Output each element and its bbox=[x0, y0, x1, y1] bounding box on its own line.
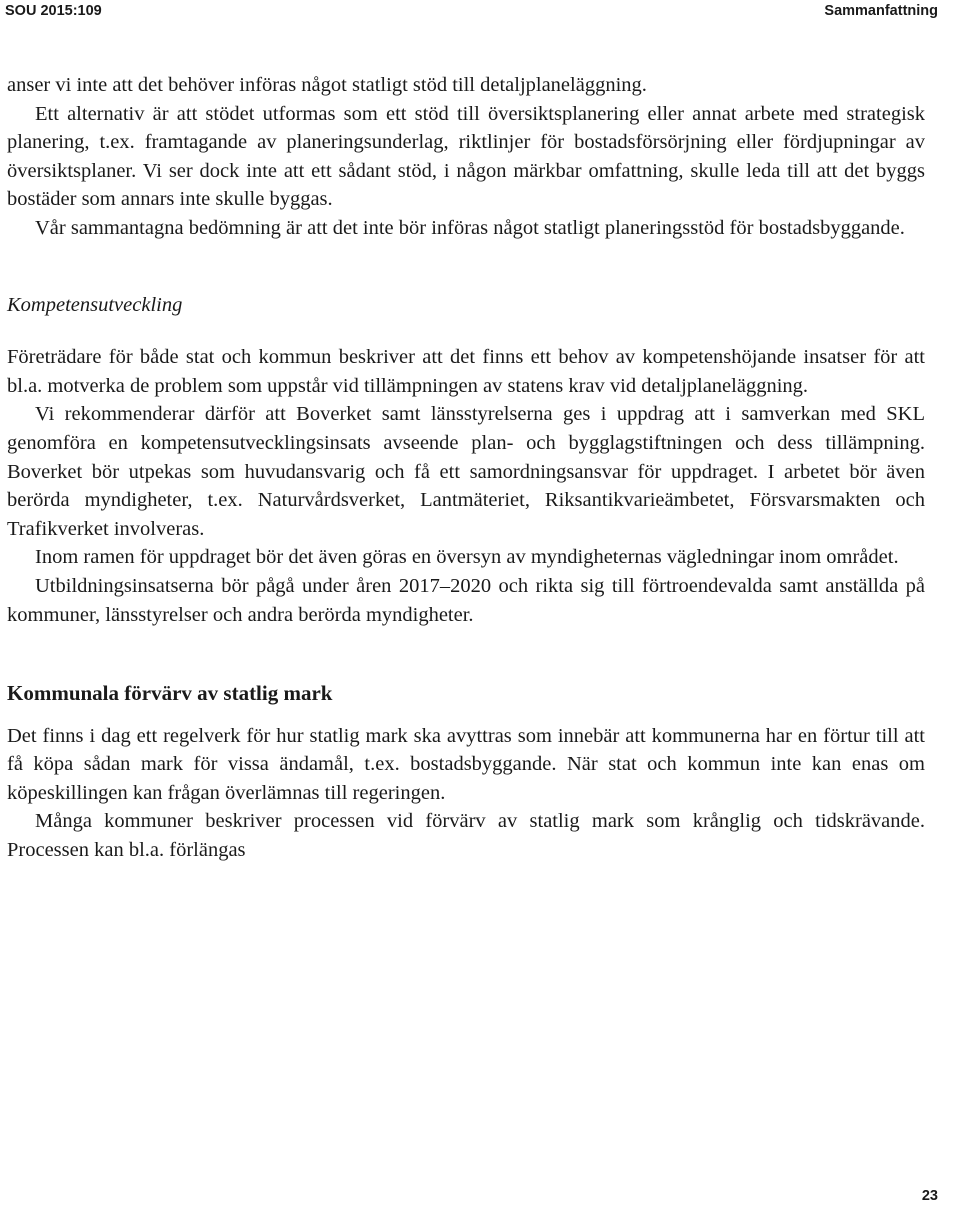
paragraph-8: Det finns i dag ett regelverk för hur statlig mark ska avyttras som innebär att kommunerna har en förtur till att få köpa sådan mark för vissa ändamål, t.ex. bostadsbyggande. När stat och kommun inte kan enas om köpeskillingen kan frågan överlämnas till regeringen. bbox=[7, 724, 925, 804]
document-id: SOU 2015:109 bbox=[5, 3, 102, 19]
paragraph-6: Inom ramen för uppdraget bör det även göras en översyn av myndigheternas vägledningar inom området. bbox=[35, 546, 899, 569]
section-heading: Kommunala förvärv av statlig mark bbox=[7, 681, 333, 706]
paragraph-3: Vår sammantagna bedömning är att det inte bör införas något statligt planeringsstöd för bostadsbyggande. bbox=[35, 216, 905, 239]
paragraph-9: Många kommuner beskriver processen vid förvärv av statlig mark som krånglig och tidskrävande. Processen kan bl.a. förlängas bbox=[7, 810, 925, 862]
paragraph-1: anser vi inte att det behöver införas något statligt stöd till detaljplaneläggning. bbox=[7, 74, 647, 96]
paragraph-5: Vi rekommenderar därför att Boverket samt länsstyrelserna ges i uppdrag att i samverkan med SKL genomföra en kompetensutvecklingsinsats avseende plan- och bygglagstiftningen och dess tillämpning. Boverket bör utpekas som huvudansvarig och få ett samordningsansvar för uppdraget. I arbetet bör även berörda myndigheter, t.ex. Naturvårdsverket, Lantmäteriet, Riksantikvarieämbetet, Försvarsmakten och Trafikverket involveras. bbox=[7, 403, 925, 540]
subheading-kompetensutveckling: Kompetensutveckling bbox=[7, 293, 183, 316]
page-number: 23 bbox=[921, 1188, 938, 1204]
chapter-title: Sammanfattning bbox=[824, 3, 938, 19]
page-body bbox=[7, 71, 925, 865]
paragraph-7: Utbildningsinsatserna bör pågå under åren 2017–2020 och rikta sig till förtroendevalda samt anställda på kommuner, länsstyrelser och andra berörda myndigheter. bbox=[7, 574, 925, 626]
paragraph-2: Ett alternativ är att stödet utformas som ett stöd till översiktsplanering eller annat arbete med strategisk planering, t.ex. framtagande av planeringsunderlag, riktlinjer för bostadsförsörjning eller fördjupningar av översiktsplaner. Vi ser dock inte att ett sådant stöd, i någon märkbar omfattning, skulle leda till att det byggs bostäder som annars inte skulle byggas. bbox=[7, 102, 925, 211]
paragraph-4: Företrädare för både stat och kommun beskriver att det finns ett behov av kompetenshöjande insatser för att bl.a. motverka de problem som uppstår vid tillämpningen av statens krav vid detaljplaneläggning. bbox=[7, 346, 925, 397]
